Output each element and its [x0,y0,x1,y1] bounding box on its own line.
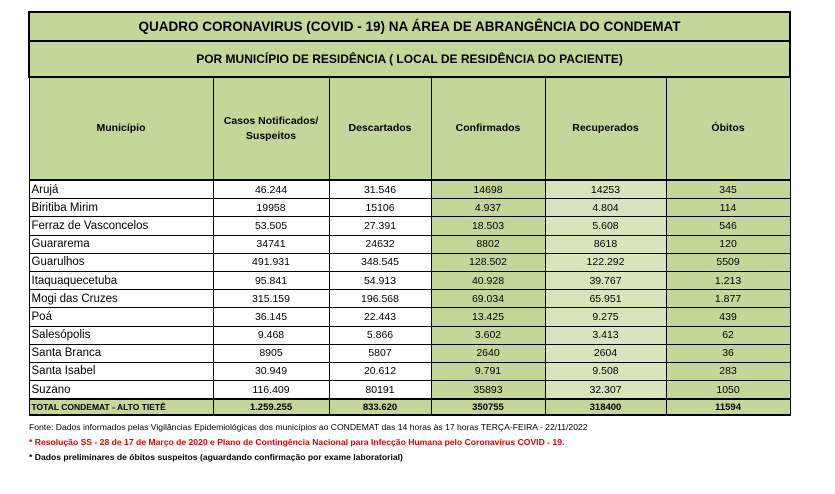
cell-confirmados: 14698 [431,180,545,199]
cell-obitos: 345 [666,180,790,199]
cell-casos: 95.841 [213,271,329,289]
table-row [29,362,790,380]
cell-obitos: 62 [666,326,790,344]
cell-municipio: Suzano [29,381,213,400]
header-confirmados: Confirmados [431,77,545,180]
cell-descartados: 54.913 [329,271,431,289]
cell-confirmados: 2640 [431,344,545,362]
cell-recuperados: 2604 [545,344,666,362]
cell-descartados: 5807 [329,344,431,362]
cell-obitos: 283 [666,362,790,380]
cell-descartados: 27.391 [329,217,431,235]
cell-municipio: Santa Isabel [29,362,213,380]
cell-descartados: 80191 [329,381,431,400]
cell-descartados: 24632 [329,235,431,253]
covid-table-frame [28,11,789,416]
cell-obitos: 1.213 [666,271,790,289]
cell-confirmados: 13.425 [431,308,545,326]
total-row [29,399,790,415]
cell-recuperados: 5.608 [545,217,666,235]
cell-municipio: Guarulhos [29,253,213,271]
cell-recuperados: 32.307 [545,381,666,400]
cell-casos: 116.409 [213,381,329,400]
table-row [29,180,790,199]
cell-confirmados: 35893 [431,381,545,400]
cell-recuperados: 122.292 [545,253,666,271]
cell-descartados: 20.612 [329,362,431,380]
cell-descartados: 196.568 [329,290,431,308]
cell-obitos: 546 [666,217,790,235]
cell-obitos: 36 [666,344,790,362]
table-row [29,290,790,308]
cell-casos: 36.145 [213,308,329,326]
cell-confirmados: 18.503 [431,217,545,235]
cell-casos: 315.159 [213,290,329,308]
cell-recuperados: 14253 [545,180,666,199]
table-row [29,217,790,235]
cell-confirmados: 3.602 [431,326,545,344]
resolution-note: * Resolução SS - 28 de 17 de Março de 2020 e Plano de Contingência Nacional para Infecção Humana pelo Coronavírus COVID - 19. [29,437,565,447]
cell-confirmados: 40.928 [431,271,545,289]
cell-casos: 9.468 [213,326,329,344]
total-obitos: 11594 [666,399,790,415]
cell-confirmados: 69.034 [431,290,545,308]
cell-recuperados: 8618 [545,235,666,253]
cell-casos: 491.931 [213,253,329,271]
header-municipio: Município [29,77,213,180]
table-row [29,344,790,362]
cell-obitos: 120 [666,235,790,253]
header-casos-line1: Casos Notificados/ [223,114,319,127]
table-subtitle: POR MUNICÍPIO DE RESIDÊNCIA ( LOCAL DE RESIDÊNCIA DO PACIENTE) [29,41,790,77]
cell-casos: 30.949 [213,362,329,380]
table-row [29,271,790,289]
cell-casos: 34741 [213,235,329,253]
cell-municipio: Poá [29,308,213,326]
cell-municipio: Salesópolis [29,326,213,344]
cell-municipio: Ferraz de Vasconcelos [29,217,213,235]
cell-obitos: 439 [666,308,790,326]
header-obitos: Óbitos [666,77,790,180]
preliminary-note: * Dados preliminares de óbitos suspeitos (aguardando confirmação por exame laboratorial) [29,452,403,462]
total-descartados: 833.620 [329,399,431,415]
cell-municipio: Guararema [29,235,213,253]
cell-municipio: Itaquaquecetuba [29,271,213,289]
source-note: Fonte: Dados informados pelas Vigilâncias Epidemiológicas dos municípios ao CONDEMAT das 14 horas às 17 horas TERÇA-FEIRA - 22/11/2022 [29,422,588,432]
cell-obitos: 5509 [666,253,790,271]
total-casos: 1.259.255 [213,399,329,415]
table-row [29,199,790,217]
cell-recuperados: 3.413 [545,326,666,344]
cell-obitos: 1.877 [666,290,790,308]
total-recuperados: 318400 [545,399,666,415]
cell-descartados: 348.545 [329,253,431,271]
cell-municipio: Biritiba Mirim [29,199,213,217]
cell-casos: 46.244 [213,180,329,199]
cell-descartados: 31.546 [329,180,431,199]
header-recuperados: Recuperados [545,77,666,180]
cell-casos: 53.505 [213,217,329,235]
footnotes [29,420,588,465]
header-descartados: Descartados [329,77,431,180]
cell-municipio: Arujá [29,180,213,199]
table-row [29,253,790,271]
cell-descartados: 5.866 [329,326,431,344]
cell-descartados: 15106 [329,199,431,217]
cell-municipio: Mogi das Cruzes [29,290,213,308]
total-confirmados: 350755 [431,399,545,415]
cell-recuperados: 65.951 [545,290,666,308]
table-row [29,381,790,400]
cell-confirmados: 8802 [431,235,545,253]
cell-obitos: 1050 [666,381,790,400]
cell-confirmados: 4.937 [431,199,545,217]
cell-recuperados: 9.275 [545,308,666,326]
total-label: TOTAL CONDEMAT - ALTO TIETÊ [29,399,213,415]
cell-recuperados: 9.508 [545,362,666,380]
table-row [29,326,790,344]
cell-confirmados: 128.502 [431,253,545,271]
table-row [29,308,790,326]
cell-confirmados: 9.791 [431,362,545,380]
cell-descartados: 22.443 [329,308,431,326]
cell-recuperados: 39.767 [545,271,666,289]
cell-casos: 8905 [213,344,329,362]
table-row [29,235,790,253]
header-casos-line2: Suspeitos [245,129,297,142]
table-title: QUADRO CORONAVIRUS (COVID - 19) NA ÁREA DE ABRANGÊNCIA DO CONDEMAT [29,12,790,41]
header-casos [213,77,329,180]
covid-table [28,11,791,416]
cell-municipio: Santa Branca [29,344,213,362]
cell-recuperados: 4.804 [545,199,666,217]
cell-casos: 19958 [213,199,329,217]
cell-obitos: 114 [666,199,790,217]
